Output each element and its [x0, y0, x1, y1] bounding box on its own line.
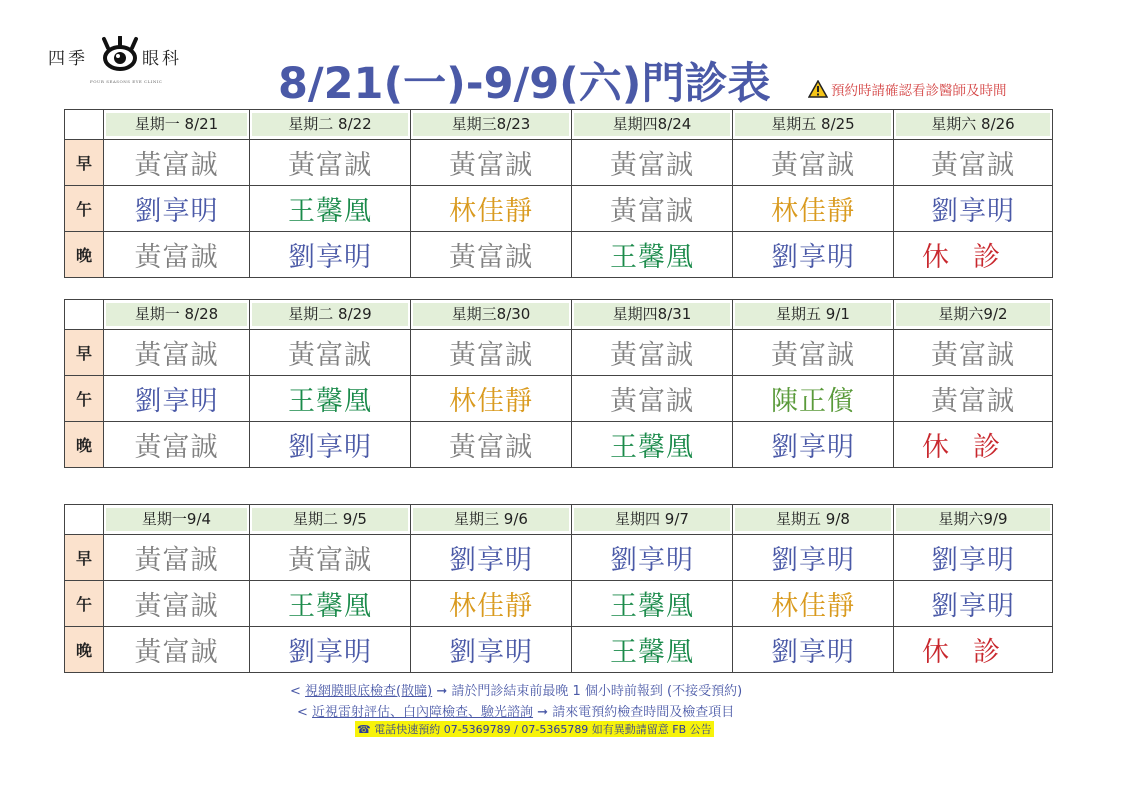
doctor-cell: 林佳靜 — [411, 581, 572, 627]
page-title: 8/21(一)-9/9(六)門診表 — [278, 59, 771, 109]
doctor-cell: 劉享明 — [894, 186, 1053, 232]
clinic-logo — [48, 36, 198, 86]
doctor-cell: 劉享明 — [250, 232, 411, 278]
doctor-cell: 黃富誠 — [411, 140, 572, 186]
session-label: 午 — [65, 186, 104, 232]
session-label: 早 — [65, 330, 104, 376]
day-header — [411, 110, 572, 140]
warning-text: 預約時請確認看診醫師及時間 — [831, 83, 1007, 99]
schedule-table-week-1 — [64, 109, 1053, 278]
doctor-cell: 黃富誠 — [104, 581, 250, 627]
doctor-cell: 黃富誠 — [104, 422, 250, 468]
doctor-cell: 黃富誠 — [894, 376, 1053, 422]
day-header — [894, 110, 1053, 140]
doctor-cell: 黃富誠 — [104, 627, 250, 673]
doctor-cell: 劉享明 — [733, 422, 894, 468]
header-corner — [65, 505, 104, 535]
day-header — [104, 505, 250, 535]
schedule-table-week-3 — [64, 504, 1053, 673]
doctor-cell: 王馨凰 — [250, 581, 411, 627]
session-row — [65, 140, 1053, 186]
session-row — [65, 422, 1053, 468]
doctor-cell: 黃富誠 — [250, 535, 411, 581]
doctor-cell: 林佳靜 — [733, 186, 894, 232]
day-header — [572, 505, 733, 535]
day-header-label: 星期五 8/25 — [735, 113, 891, 136]
day-header — [104, 110, 250, 140]
doctor-cell: 劉享明 — [104, 186, 250, 232]
doctor-cell: 劉享明 — [733, 232, 894, 278]
closed-cell: 休診 — [894, 232, 1053, 278]
note-laser-link[interactable]: 近視雷射評估、白內障檢查、驗光諮詢 — [312, 705, 534, 720]
doctor-cell: 黃富誠 — [572, 376, 733, 422]
closed-cell: 休診 — [894, 627, 1053, 673]
note-laser-text: ➞ 請來電預約檢查時間及檢查項目 — [533, 705, 735, 720]
day-header-label: 星期五 9/1 — [735, 303, 891, 326]
day-header — [733, 505, 894, 535]
day-header — [411, 300, 572, 330]
session-label: 早 — [65, 535, 104, 581]
day-header-label: 星期四8/31 — [574, 303, 730, 326]
day-header-label: 星期二 8/29 — [252, 303, 408, 326]
doctor-cell: 陳正儐 — [733, 376, 894, 422]
doctor-cell: 黃富誠 — [104, 330, 250, 376]
eye-logo-icon — [100, 36, 140, 72]
day-header — [572, 110, 733, 140]
session-label: 晚 — [65, 627, 104, 673]
session-label: 早 — [65, 140, 104, 186]
doctor-cell: 黃富誠 — [411, 422, 572, 468]
day-header-label: 星期二 9/5 — [252, 508, 408, 531]
session-row — [65, 330, 1053, 376]
doctor-cell: 黃富誠 — [250, 330, 411, 376]
doctor-cell: 黃富誠 — [572, 186, 733, 232]
day-header — [894, 300, 1053, 330]
day-header-label: 星期二 8/22 — [252, 113, 408, 136]
doctor-cell: 林佳靜 — [733, 581, 894, 627]
doctor-cell: 林佳靜 — [411, 186, 572, 232]
doctor-cell: 黃富誠 — [104, 535, 250, 581]
day-header — [733, 110, 894, 140]
day-header-label: 星期六9/2 — [896, 303, 1050, 326]
doctor-cell: 黃富誠 — [894, 330, 1053, 376]
day-header-label: 星期一 8/21 — [106, 113, 247, 136]
doctor-cell: 黃富誠 — [572, 330, 733, 376]
doctor-cell: 劉享明 — [894, 581, 1053, 627]
header-corner — [65, 110, 104, 140]
session-row — [65, 186, 1053, 232]
day-header-label: 星期五 9/8 — [735, 508, 891, 531]
phone-text: 電話快速預約 07-5369789 / 07-5365789 如有異動請留意 FB 公告 — [374, 723, 712, 736]
doctor-cell: 劉享明 — [250, 627, 411, 673]
doctor-cell: 王馨凰 — [572, 627, 733, 673]
day-header — [104, 300, 250, 330]
day-header — [572, 300, 733, 330]
day-header-label: 星期三 9/6 — [413, 508, 569, 531]
note-laser-eval — [297, 701, 734, 720]
day-header-label: 星期四 9/7 — [574, 508, 730, 531]
session-row — [65, 232, 1053, 278]
day-header — [250, 300, 411, 330]
doctor-cell: 劉享明 — [250, 422, 411, 468]
session-row — [65, 535, 1053, 581]
phone-icon: ☎ — [357, 723, 371, 736]
day-header-label: 星期一9/4 — [106, 508, 247, 531]
doctor-cell: 王馨凰 — [572, 581, 733, 627]
session-row — [65, 581, 1053, 627]
day-header — [250, 505, 411, 535]
note-retina-link[interactable]: 視網膜眼底檢查(散瞳) — [305, 684, 433, 699]
doctor-cell: 劉享明 — [733, 535, 894, 581]
doctor-cell: 王馨凰 — [250, 186, 411, 232]
doctor-cell: 黃富誠 — [411, 232, 572, 278]
logo-text-left: 四季 — [48, 49, 88, 69]
header-corner — [65, 300, 104, 330]
chevron-left-icon: < — [290, 684, 306, 699]
session-label: 午 — [65, 581, 104, 627]
doctor-cell: 黃富誠 — [572, 140, 733, 186]
warning-notice — [808, 79, 1007, 99]
day-header-label: 星期一 8/28 — [106, 303, 247, 326]
day-header — [894, 505, 1053, 535]
session-label: 晚 — [65, 422, 104, 468]
note-retina-exam — [290, 680, 742, 699]
day-header-label: 星期三8/30 — [413, 303, 569, 326]
logo-text-right: 眼科 — [142, 49, 182, 69]
day-header-label: 星期四8/24 — [574, 113, 730, 136]
phone-booking-banner — [355, 721, 714, 737]
session-label: 午 — [65, 376, 104, 422]
doctor-cell: 王馨凰 — [250, 376, 411, 422]
doctor-cell: 王馨凰 — [572, 232, 733, 278]
closed-cell: 休診 — [894, 422, 1053, 468]
doctor-cell: 林佳靜 — [411, 376, 572, 422]
doctor-cell: 劉享明 — [733, 627, 894, 673]
logo-subtitle: FOUR SEASONS EYE CLINIC — [90, 79, 163, 84]
session-row — [65, 376, 1053, 422]
schedule-table-week-2 — [64, 299, 1053, 468]
day-header-label: 星期六9/9 — [896, 508, 1050, 531]
doctor-cell: 黃富誠 — [250, 140, 411, 186]
day-header — [733, 300, 894, 330]
session-label: 晚 — [65, 232, 104, 278]
doctor-cell: 王馨凰 — [572, 422, 733, 468]
doctor-cell: 劉享明 — [104, 376, 250, 422]
day-header-label: 星期六 8/26 — [896, 113, 1050, 136]
doctor-cell: 劉享明 — [411, 535, 572, 581]
doctor-cell: 黃富誠 — [894, 140, 1053, 186]
doctor-cell: 黃富誠 — [104, 232, 250, 278]
chevron-left-icon: < — [297, 705, 313, 720]
doctor-cell: 黃富誠 — [104, 140, 250, 186]
doctor-cell: 黃富誠 — [733, 330, 894, 376]
doctor-cell: 劉享明 — [894, 535, 1053, 581]
doctor-cell: 黃富誠 — [733, 140, 894, 186]
day-header — [411, 505, 572, 535]
session-row — [65, 627, 1053, 673]
day-header-label: 星期三8/23 — [413, 113, 569, 136]
doctor-cell: 劉享明 — [572, 535, 733, 581]
doctor-cell: 劉享明 — [411, 627, 572, 673]
day-header — [250, 110, 411, 140]
doctor-cell: 黃富誠 — [411, 330, 572, 376]
warning-icon — [808, 80, 828, 98]
note-retina-text: ➞ 請於門診結束前最晚 1 個小時前報到 (不接受預約) — [432, 684, 743, 699]
